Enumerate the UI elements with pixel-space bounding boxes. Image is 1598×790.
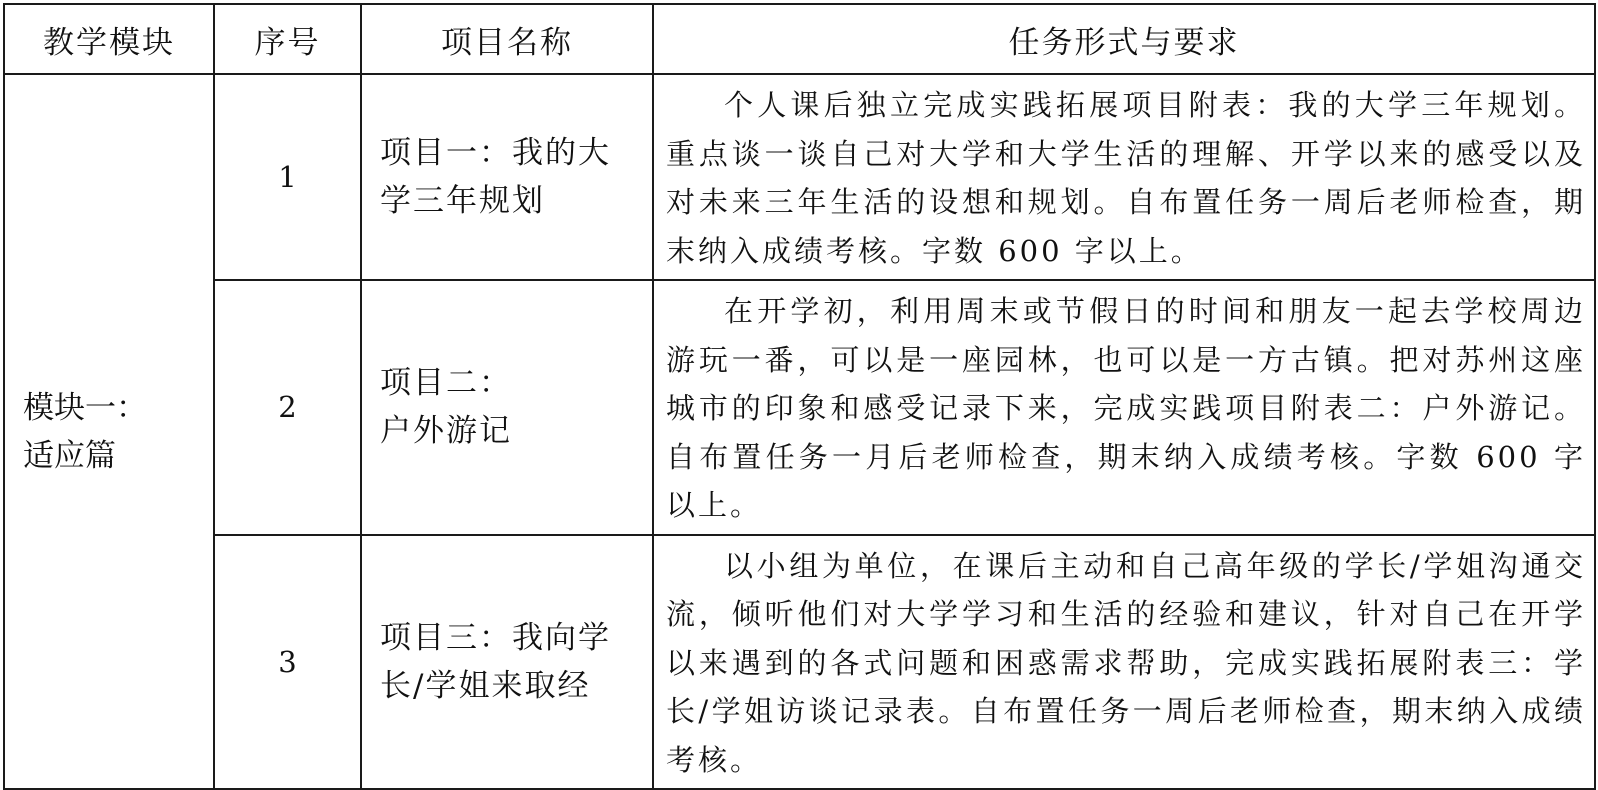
name-cell (361, 280, 653, 535)
seq-cell: 3 (214, 535, 361, 790)
header-name: 项目名称 (361, 4, 653, 74)
name-line1: 项目二： (380, 365, 512, 402)
name-line1: 项目三：我向学 (380, 619, 611, 656)
name-line2: 户外游记 (380, 413, 512, 450)
seq-cell: 2 (214, 280, 361, 535)
header-task: 任务形式与要求 (653, 4, 1595, 74)
task-cell: 以小组为单位，在课后主动和自己高年级的学长/学姐沟通交流，倾听他们对大学学习和生活的经验和建议，针对自己在开学以来遇到的各式问题和困惑需求帮助，完成实践拓展附表三：学长/学姐访谈记录表。自布置任务一周后老师检查，期末纳入成绩考核。 (653, 535, 1595, 790)
task-cell: 个人课后独立完成实践拓展项目附表：我的大学三年规划。重点谈一谈自己对大学和大学生活的理解、开学以来的感受以及对未来三年生活的设想和规划。自布置任务一周后老师检查，期末纳入成绩考核。字数 600 字以上。 (653, 74, 1595, 280)
table-row (4, 535, 1595, 790)
module-cell (4, 74, 214, 789)
header-module: 教学模块 (4, 4, 214, 74)
name-line2: 长/学姐来取经 (380, 667, 591, 704)
seq-cell: 1 (214, 74, 361, 280)
name-cell (361, 74, 653, 280)
header-row (4, 4, 1595, 74)
module-line1: 模块一： (23, 389, 147, 426)
table-row (4, 280, 1595, 535)
module-line2: 适应篇 (23, 437, 116, 474)
task-cell: 在开学初，利用周末或节假日的时间和朋友一起去学校周边游玩一番，可以是一座园林，也可以是一方古镇。把对苏州这座城市的印象和感受记录下来，完成实践项目附表二：户外游记。自布置任务一月后老师检查，期末纳入成绩考核。字数 600 字以上。 (653, 280, 1595, 535)
name-line1: 项目一：我的大 (380, 135, 611, 171)
name-cell (361, 535, 653, 790)
header-seq: 序号 (214, 4, 361, 74)
name-line2: 学三年规划 (380, 183, 545, 219)
table-row (4, 74, 1595, 280)
course-table (3, 3, 1596, 790)
